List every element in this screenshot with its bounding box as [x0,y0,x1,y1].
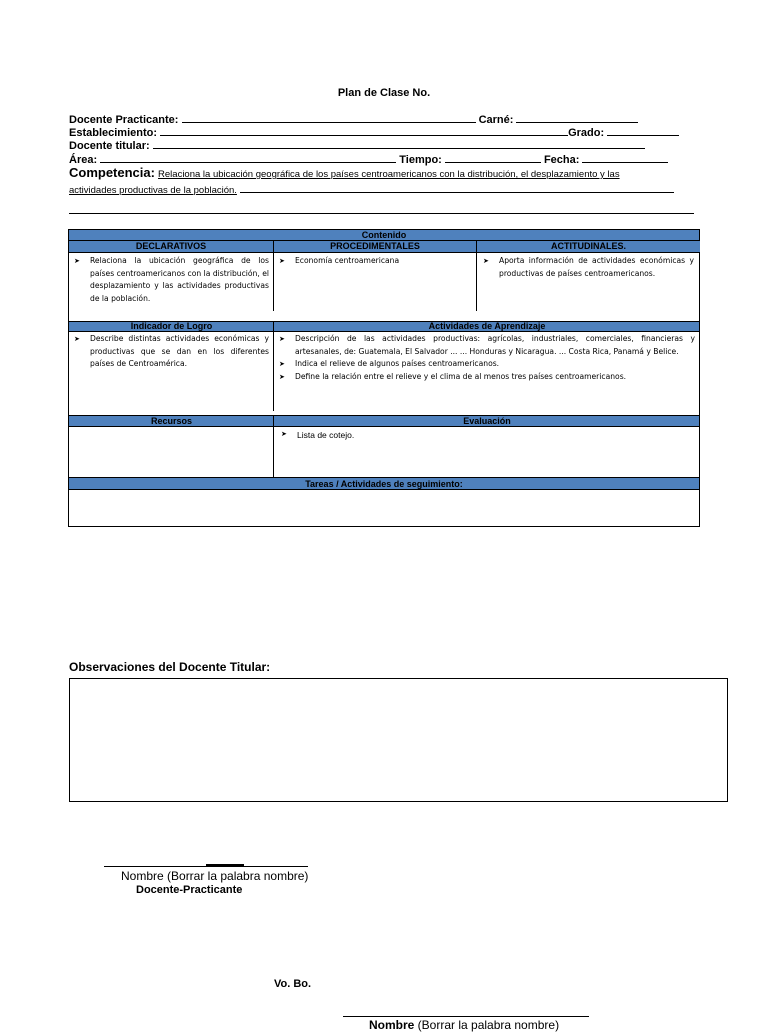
establecimiento-field[interactable] [160,126,568,136]
divider [476,241,477,311]
tiempo-field[interactable] [445,153,541,163]
lesson-table [68,229,700,527]
observaciones-box[interactable] [69,678,728,802]
procedimentales-header: PROCEDIMENTALES [274,241,477,253]
divider [273,415,274,477]
area-label: Área: [69,154,98,166]
actitudinales-cell [483,255,694,280]
carne-field[interactable] [516,113,638,123]
indicador-item: ➤ Describe distintas actividades económicas y productivas que se dan en los diferentes países de Centroamérica. [74,333,269,371]
signature-line-2 [343,1016,589,1017]
actividad-item: ➤ Indica el relieve de algunos países centroamericanos. [279,358,695,371]
contenido-header: Contenido [69,230,699,241]
signature-name-2 [369,1018,559,1032]
divider [273,241,274,311]
competencia-text-line1: Relaciona la ubicación geográfica de los países centroamericanos con la distribución, el desplazamiento y las [158,169,620,180]
document-title: Plan de Clase No. [337,87,431,99]
actitudinales-header: ACTITUDINALES. [477,241,700,253]
fecha-label: Fecha: [543,154,580,166]
docente-titular-field[interactable] [153,139,645,149]
header-row-titular [69,139,645,153]
competencia-row [69,166,620,181]
grado-label: Grado: [568,127,605,139]
declarativos-header: DECLARATIVOS [69,241,274,253]
divider [273,321,274,411]
procedimentales-cell [279,255,471,268]
evaluacion-cell [281,429,681,442]
fecha-field[interactable] [582,153,668,163]
indicador-cell [74,333,269,371]
docente-titular-label: Docente titular: [69,140,150,152]
header-row-establecimiento [69,126,679,140]
declarativos-cell [74,255,269,305]
docente-practicante-field[interactable] [182,113,476,123]
signature-name: Nombre (Borrar la palabra nombre) [121,869,309,883]
actividad-item: ➤ Descripción de las actividades productivas: agrícolas, industriales, comerciales, financieras y artesanales, de: Guatemala, El Salvador ... ... Honduras y Nicaragua. ... Costa Rica, Panamá y Belice. [279,333,695,358]
competencia-row2 [69,183,674,197]
actividad-item: ➤ Define la relación entre el relieve y el clima de al menos tres países centroamericanos. [279,371,695,384]
establecimiento-label: Establecimiento: [69,127,158,139]
signature-name-2-bold: Nombre [369,1018,415,1032]
actividades-header: Actividades de Aprendizaje [428,321,546,331]
evaluacion-header: Evaluación [463,416,511,426]
competencia-text-line2: actividades productivas de la población. [69,185,237,196]
competencia-field[interactable] [240,183,674,193]
docente-practicante-label: Docente Practicante: [69,114,179,126]
blank-rule [69,213,694,214]
competencia-label: Competencia: [69,165,155,180]
area-field[interactable] [100,153,396,163]
signature-role: Docente-Practicante [136,884,243,896]
vobo-label: Vo. Bo. [274,978,312,990]
carne-label: Carné: [478,114,514,126]
actitudinales-item: ➤ Aporta información de actividades económicas y productivas de países centroamericanos. [483,255,694,280]
grado-field[interactable] [607,126,679,136]
observaciones-title: Observaciones del Docente Titular: [69,660,271,674]
signature-name-2-rest: (Borrar la palabra nombre) [414,1018,560,1032]
recursos-header: Recursos [150,416,193,426]
actividades-cell [279,333,695,383]
signature-mark [206,864,244,866]
tiempo-label: Tiempo: [399,154,442,166]
evaluacion-item: ➤ Lista de cotejo. [281,429,681,442]
header-row-area [69,153,668,167]
indicador-header: Indicador de Logro [130,321,213,331]
signature-line [104,866,308,867]
declarativos-item: ➤ Relaciona la ubicación geográfica de los países centroamericanos con la distribución, el desplazamiento y las actividades productivas de la población. [74,255,269,305]
tareas-header: Tareas / Actividades de seguimiento: [69,477,699,490]
header-row-docente [69,113,638,127]
procedimentales-item: ➤ Economía centroamericana [279,255,471,268]
